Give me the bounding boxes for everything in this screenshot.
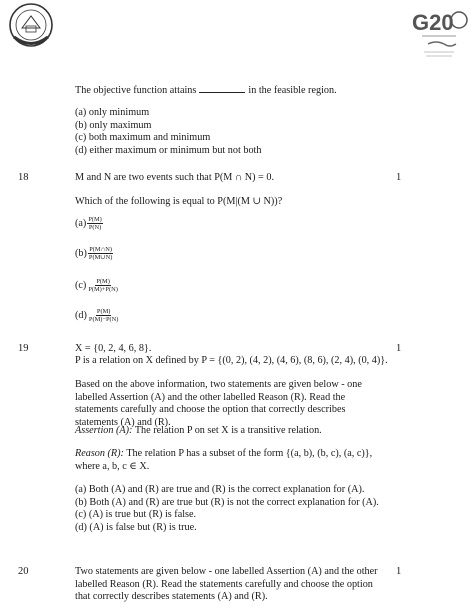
option-a: (a) Both (A) and (R) are true and (R) is the correct explanation for (A).: [75, 484, 365, 495]
question-number: 19: [18, 343, 29, 354]
q19-reason: Reason (R): The relation P has a subset of the form {(a, b), (b, c), (a, c)}, where a, b, c ∈ X.: [75, 448, 373, 472]
option-a: (a) only minimum: [75, 107, 150, 118]
q18-stem: M and N are two events such that P(M ∩ N) = 0.: [75, 172, 274, 183]
q17-options: [75, 107, 261, 157]
g20-emblem-icon: [410, 6, 468, 62]
option-b: (b) only maximum: [75, 119, 152, 131]
q19-relation-definition: P is a relation on X defined by P = {(0, 2), (4, 2), (4, 6), (8, 6), (2, 4), (0, 4)}.: [75, 355, 388, 366]
q18-option-b: (b) $\frac{P(M\cap N)}{P(M\cup N)}$: [75, 246, 113, 261]
q18-option-d: (d) $\frac{P(M)}{P(M)-P(N)}$: [75, 308, 119, 323]
question-marks: 1: [396, 566, 402, 577]
q19-instructions: Based on the above information, two statements are given below - one labelled Assertion (A) and the other labelled Reason (R). Read the statements carefully and choose the option that correctly describes statements (A) and (R).: [75, 379, 362, 428]
option-b: (b) Both (A) and (R) are true but (R) is not the correct explanation for (A).: [75, 496, 379, 508]
cbse-logo-icon: [8, 2, 54, 48]
option-c: (c) (A) is true but (R) is false.: [75, 509, 197, 521]
question-marks: 1: [396, 172, 402, 183]
q19-options: [75, 484, 379, 534]
q17-stem: The objective function attains in the feasible region.: [75, 85, 337, 96]
g20-logo: [410, 6, 468, 62]
option-d: (d) either maximum or minimum but not both: [75, 144, 262, 156]
q20-stem: Two statements are given below - one labelled Assertion (A) and the other labelled Reason (R). Read the statements carefully and choose the option that correctly describes statements (A) and (R).: [75, 566, 378, 603]
answer-blank: [199, 83, 245, 93]
q19-assertion: Assertion (A): The relation P on set X is a transitive relation.: [75, 425, 322, 436]
q18-subquestion: Which of the following is equal to P(M|(M ∪ N))?: [75, 196, 283, 207]
question-number: 18: [18, 172, 29, 183]
option-d: (d) (A) is false but (R) is true.: [75, 521, 197, 533]
q18-option-a: (a) $\frac{P(M)}{P(N)}$: [75, 216, 102, 231]
q18-option-c: (c) $\frac{P(M)}{P(M)+P(N)}$: [75, 278, 118, 293]
svg-text:G20: G20: [412, 10, 454, 35]
q19-set-definition: X = {0, 2, 4, 6, 8}.: [75, 343, 152, 354]
question-marks: 1: [396, 343, 402, 354]
option-c: (c) both maximum and minimum: [75, 132, 211, 144]
question-number: 20: [18, 566, 29, 577]
